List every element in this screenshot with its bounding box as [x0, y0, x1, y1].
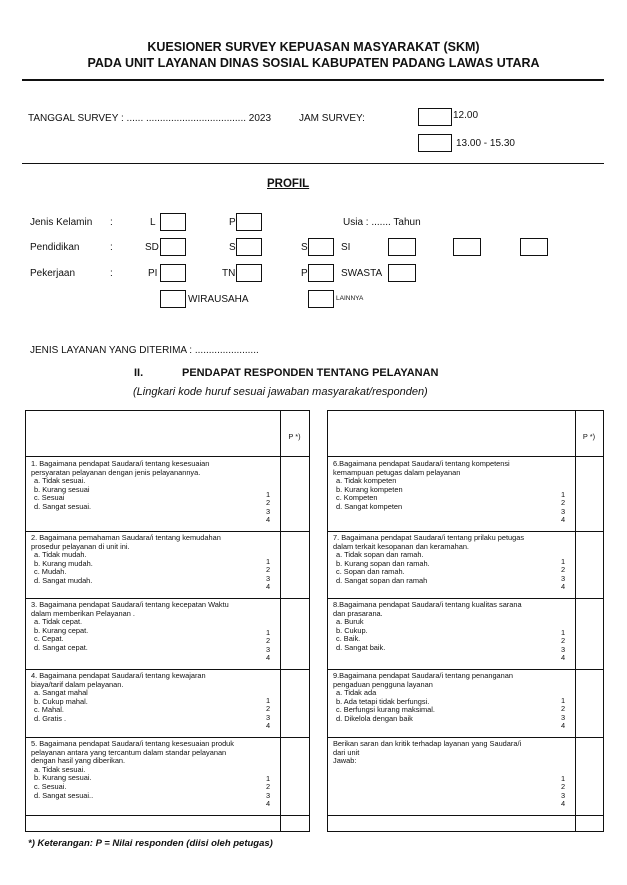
right-question-4 [328, 669, 603, 737]
answer-option[interactable]: b. Kurang cepat. [34, 625, 89, 635]
score-value: 1 [265, 556, 271, 566]
age-field[interactable]: Usia : ....... Tahun [343, 217, 421, 228]
answer-option[interactable]: b. Cukup mahal. [34, 696, 88, 706]
row-divider [328, 815, 603, 816]
job-colon: : [110, 268, 113, 279]
score-value: 2 [560, 704, 566, 714]
score-value: 3 [560, 790, 566, 800]
score-value: 3 [265, 573, 271, 583]
edu-s-label: S [229, 242, 236, 253]
score-value: 2 [265, 636, 271, 646]
score-value: 4 [560, 799, 566, 809]
score-value: 1 [560, 773, 566, 783]
answer-option[interactable]: b. Kurang sesuai. [34, 773, 92, 783]
score-value: 1 [265, 489, 271, 499]
time-checkbox-1[interactable] [418, 108, 452, 126]
left-p-header: P *) [288, 432, 301, 441]
score-value: 4 [560, 653, 566, 663]
question-text: 8.Bagaimana pendapat Saudara/i tentang kualitas sarana [333, 600, 522, 609]
score-value: 4 [560, 721, 566, 731]
job-label: Pekerjaan [30, 268, 76, 279]
answer-option[interactable]: c. Kompeten [336, 493, 378, 503]
edu-sl-label: SI [341, 242, 351, 253]
score-value: 2 [265, 565, 271, 575]
score-value: 4 [265, 799, 271, 809]
education-colon: : [110, 242, 113, 253]
edu-s2-label: S [301, 242, 308, 253]
section-number: II. [134, 367, 144, 379]
row-divider [26, 815, 309, 816]
answer-option[interactable]: c. Mahal. [34, 705, 64, 715]
answer-option[interactable]: d. Sangat mudah. [34, 576, 93, 585]
job-tn-label: TN [222, 268, 236, 279]
header-divider [22, 79, 604, 81]
left-question-2 [26, 531, 309, 598]
answer-option[interactable]: d. Sangat sopan dan ramah [336, 576, 428, 585]
answer-option[interactable]: b. Kurang kompeten [336, 484, 403, 494]
score-value: 2 [265, 782, 271, 792]
score-value: 4 [560, 515, 566, 525]
answer-option[interactable]: c. Sopan dan ramah. [336, 567, 405, 577]
job-wirausaha-label: WIRAUSAHA [188, 294, 249, 305]
question-text: 2. Bagaimana pemahaman Saudara/i tentang kemudahan [31, 533, 221, 542]
time-checkbox-2[interactable] [418, 134, 452, 152]
job-swasta-checkbox[interactable] [388, 264, 416, 282]
score-value: 1 [265, 627, 271, 637]
time-option-2: 13.00 - 15.30 [456, 138, 515, 149]
score-value: 2 [560, 782, 566, 792]
answer-option[interactable]: c. Mudah. [34, 567, 67, 577]
profil-heading: PROFIL [267, 178, 310, 190]
question-text: 1. Bagaimana pendapat Saudara/i tentang kesesuaian [31, 459, 210, 468]
score-value: 3 [560, 573, 566, 583]
question-text: dan prasarana. [333, 608, 383, 618]
question-text: Jawab: [333, 756, 357, 766]
question-text: biaya/tarif dalam pelayanan. [31, 679, 124, 689]
section-instruction: (Lingkari kode huruf sesuai jawaban masyarakat/responden) [133, 386, 428, 398]
left-question-1 [26, 457, 309, 531]
left-question-5 [26, 737, 309, 815]
question-text: dalam memberikan Pelayanan . [31, 608, 135, 618]
edu-sd-checkbox[interactable] [160, 238, 186, 256]
survey-divider [22, 163, 604, 164]
score-value: 3 [560, 712, 566, 722]
service-type-field[interactable]: JENIS LAYANAN YANG DITERIMA : ....................... [30, 345, 259, 356]
answer-option[interactable]: a. Tidak cepat. [34, 617, 83, 627]
answer-option[interactable]: a. Sangat mahal [34, 688, 88, 698]
score-value: 1 [560, 489, 566, 499]
score-value: 2 [560, 565, 566, 575]
answer-option[interactable]: a. Tidak sopan dan ramah. [336, 550, 424, 560]
answer-option[interactable]: d. Sangat sesuai. [34, 502, 92, 511]
question-text: 6.Bagaimana pendapat Saudara/i tentang kompetensi [333, 459, 510, 468]
question-text: dari unit [333, 747, 360, 757]
answer-option[interactable]: c. Baik. [336, 634, 361, 644]
question-text: Berikan saran dan kritik terhadap layanan yang Saudara/i [333, 739, 522, 748]
survey-date-field[interactable]: TANGGAL SURVEY : ...... .................................... 2023 [28, 113, 272, 124]
job-p-checkbox[interactable] [308, 264, 334, 282]
answer-option[interactable]: a. Tidak sesuai. [34, 764, 86, 774]
form-title: KUESIONER SURVEY KEPUASAN MASYARAKAT (SKM) [147, 40, 480, 54]
score-value: 4 [265, 721, 271, 731]
answer-option[interactable]: d. Sangat baik. [336, 643, 386, 652]
answer-option[interactable]: b. Ada tetapi tidak berfungsi. [336, 696, 430, 706]
question-text: pengaduan pengguna layanan [333, 679, 433, 689]
job-pi-checkbox[interactable] [160, 264, 186, 282]
score-value: 2 [560, 498, 566, 508]
right-question-table [327, 410, 604, 832]
answer-option[interactable]: c. Cepat. [34, 634, 64, 644]
score-value: 3 [265, 506, 271, 516]
edu-s2-checkbox[interactable] [308, 238, 334, 256]
left-question-table [25, 410, 310, 832]
left-question-4 [26, 669, 309, 737]
education-label: Pendidikan [30, 242, 80, 253]
edu-sd-label: SD [145, 242, 159, 253]
score-value: 4 [265, 582, 271, 592]
right-question-2 [328, 531, 603, 598]
job-lainnya-label: LAINNYA [336, 295, 364, 302]
score-value: 3 [265, 790, 271, 800]
score-value: 2 [560, 636, 566, 646]
question-text: kemampuan petugas dalam pelayanan [333, 467, 461, 477]
left-question-3 [26, 598, 309, 669]
question-text: dalam terkait kesopanan dan keramahan. [333, 541, 469, 551]
answer-option[interactable]: d. Sangat sesuai.. [34, 790, 94, 800]
gender-l-checkbox[interactable] [160, 213, 186, 231]
right-question-5 [328, 737, 603, 815]
score-value: 1 [560, 695, 566, 705]
score-value: 2 [265, 498, 271, 508]
score-value: 1 [265, 773, 271, 783]
answer-option[interactable]: b. Cukup. [336, 625, 368, 635]
edu-s-checkbox[interactable] [236, 238, 262, 256]
edu-checkbox-6[interactable] [520, 238, 548, 256]
answer-option[interactable]: c. Berfungsi kurang maksimal. [336, 705, 435, 715]
right-p-header: P *) [582, 432, 596, 441]
gender-p-label: P [229, 217, 236, 228]
job-lainnya-checkbox[interactable] [308, 290, 334, 308]
score-value: 3 [265, 644, 271, 654]
question-text: 4. Bagaimana pendapat Saudara/i tentang kewajaran [31, 671, 206, 680]
job-wirausaha-checkbox[interactable] [160, 290, 186, 308]
job-swasta-label: SWASTA [341, 268, 383, 279]
answer-option[interactable]: a. Buruk [336, 617, 364, 627]
gender-p-checkbox[interactable] [236, 213, 262, 231]
answer-option[interactable]: a. Tidak sesuai. [34, 476, 86, 486]
job-p-label: P [301, 268, 308, 279]
answer-option[interactable]: d. Sangat kompeten [336, 502, 403, 511]
answer-option[interactable]: a. Tidak mudah. [34, 550, 87, 560]
job-tn-checkbox[interactable] [236, 264, 262, 282]
answer-option[interactable]: d. Dikelola dengan baik [336, 714, 413, 723]
form-subtitle: PADA UNIT LAYANAN DINAS SOSIAL KABUPATEN PADANG LAWAS UTARA [87, 56, 540, 70]
question-text: 5. Bagaimana pendapat Saudara/i tentang kesesuaian produk [31, 739, 234, 748]
question-text: prosedur pelayanan di unit ini. [31, 541, 130, 551]
question-text: pelayanan antara yang tercantum dalam standar pelayanan [31, 747, 227, 757]
answer-option[interactable]: a. Tidak ada [336, 688, 377, 698]
score-value: 1 [560, 556, 566, 566]
answer-option[interactable]: d. Gratis . [34, 714, 67, 723]
answer-option[interactable]: b. Kurang sesuai [34, 484, 90, 494]
right-question-1 [328, 457, 603, 531]
score-value: 4 [265, 653, 271, 663]
score-value: 3 [265, 712, 271, 722]
score-value: 4 [560, 582, 566, 592]
job-pi-label: PI [148, 268, 158, 279]
gender-l-label: L [150, 217, 156, 228]
score-value: 4 [265, 515, 271, 525]
right-question-3 [328, 598, 603, 669]
answer-option[interactable]: d. Sangat cepat. [34, 643, 88, 652]
time-option-1: 12.00 [453, 110, 479, 121]
score-value: 2 [265, 704, 271, 714]
score-value: 1 [265, 695, 271, 705]
question-text: 3. Bagaimana pendapat Saudara/i tentang kecepatan Waktu [31, 600, 229, 609]
answer-option[interactable]: b. Kurang mudah. [34, 558, 93, 568]
question-text: dengan hasil yang diberikan. [31, 756, 126, 766]
score-value: 3 [560, 506, 566, 516]
gender-colon: : [110, 217, 113, 228]
edu-checkbox-4[interactable] [388, 238, 416, 256]
answer-option[interactable]: c. Sesuai [34, 493, 65, 503]
answer-option[interactable]: a. Tidak kompeten [336, 476, 397, 486]
question-text: persyaratan pelayanan dengan jenis pelayanannya. [31, 467, 201, 477]
answer-option[interactable]: b. Kurang sopan dan ramah. [336, 558, 430, 568]
edu-checkbox-5[interactable] [453, 238, 481, 256]
question-text: 7. Bagaimana pendapat Saudara/i tentang prilaku petugas [333, 533, 525, 542]
answer-option[interactable]: c. Sesuai. [34, 782, 67, 791]
score-value: 1 [560, 627, 566, 637]
section-heading: PENDAPAT RESPONDEN TENTANG PELAYANAN [182, 367, 439, 379]
score-value: 3 [560, 644, 566, 654]
question-text: 9.Bagaimana pendapat Saudara/i tentang penanganan [333, 671, 513, 680]
survey-time-label: JAM SURVEY: [299, 113, 365, 124]
gender-label: Jenis Kelamin [30, 217, 93, 228]
footer-note: *) Keterangan: P = Nilai responden (diisi oleh petugas) [28, 838, 273, 849]
